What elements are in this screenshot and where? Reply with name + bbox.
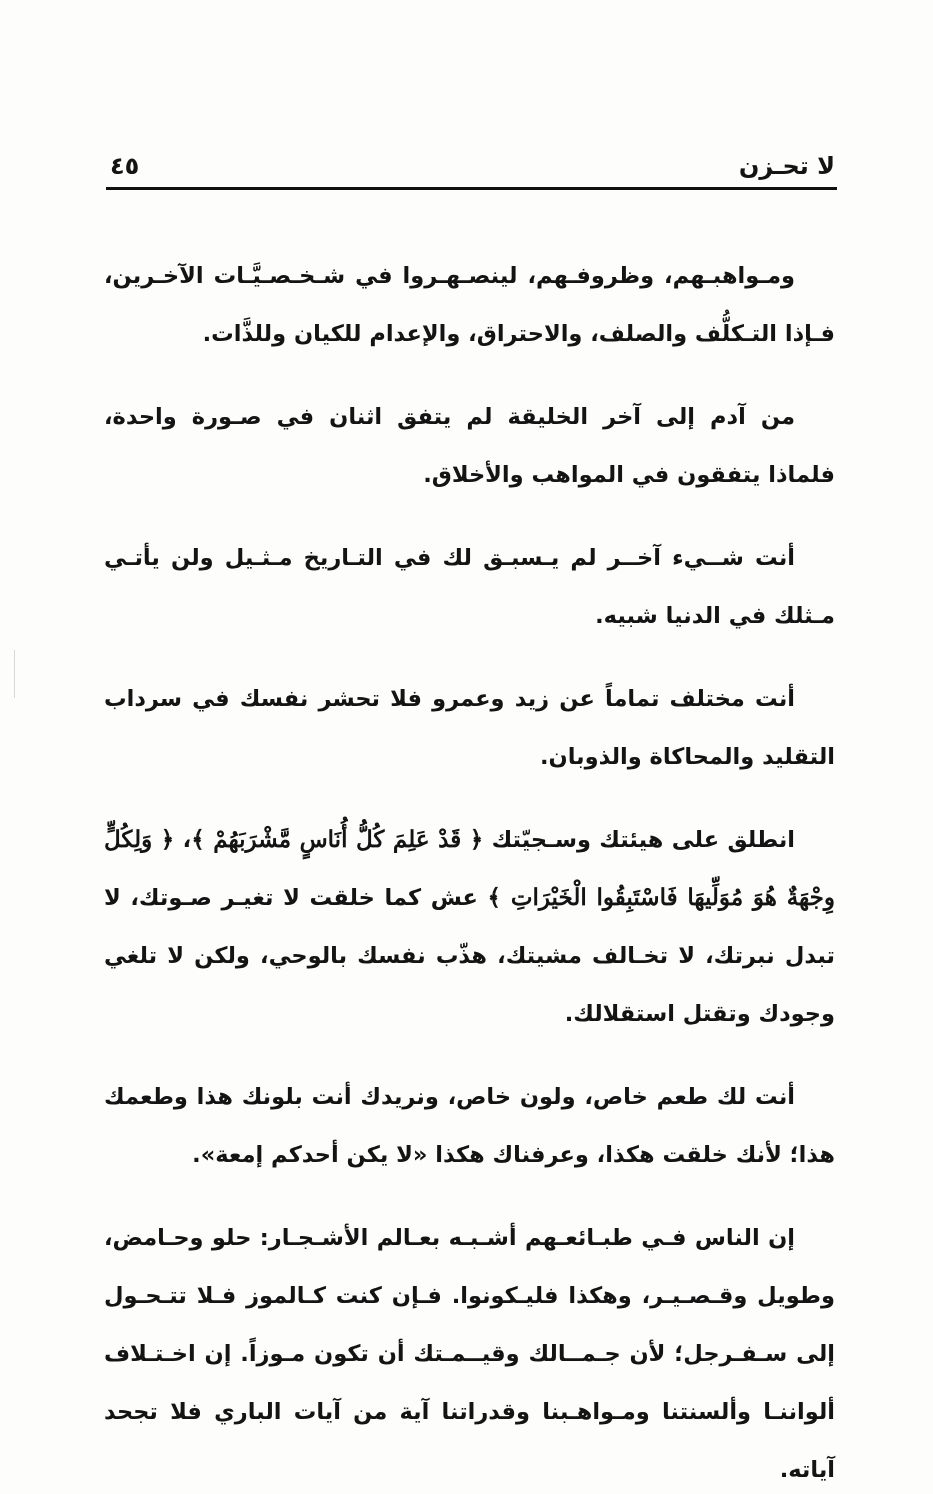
- paragraph: [104, 811, 835, 1043]
- paragraph: أنت شــيء آخــر لم يـسبـق لك في التـاريخ مـثـيل ولن يأتـي مـثلك في الدنيا شبيه.: [104, 545, 835, 629]
- quran-verse: ﴿ وَلِكُلٍّ وِجْهَةٌ هُوَ مُوَلِّيهَا فَاسْتَبِقُوا الْخَيْرَاتِ ﴾: [104, 826, 835, 911]
- paragraph-text: انطلق على هيئتك وسـجيّتك: [483, 827, 796, 853]
- quran-verse: ﴿ قَدْ عَلِمَ كُلُّ أُنَاسٍ مَّشْرَبَهُمْ ﴾: [191, 826, 484, 853]
- paragraph-text: عش كما خلقت لا تغيـر صـوتك، لا تبدل نبرتك، لا تخـالف مشيتك، هذّب نفسك بالوحي، ولكن لا تلغي وجودك وتقتل استقلالك.: [104, 885, 835, 1027]
- page-header: [108, 150, 835, 184]
- paragraph-text: أنت لك طعم خاص، ولون خاص، ونريدك أنت بلونك هذا وطعمك هذا؛ لأنك خلقت هكذا، وعرفناك هكذا: [104, 1084, 835, 1168]
- paragraph: إن الناس فـي طبـائعـهم أشـبـه بعـالم الأشـجـار: حلو وحـامض، وطويل وقـصـيـر، وهكذا فليـكونوا. فـإن كنت كـالموز فـلا تتـحـول إلى سـفـرجل؛ لأن جـمــالك وقيــمـتك أن تكون مـوزاً. إن اخـتـلاف ألواننـا وألسنتنا ومـواهـبنا وقدراتنا آية من آيات الباري فلا تجحد آياته.: [104, 1225, 835, 1483]
- paragraph: من آدم إلى آخر الخليقة لم يتفق اثنان في صـورة واحدة، فلماذا يتفقون في المواهب والأخلاق.: [104, 404, 835, 488]
- page-body: [104, 247, 835, 1494]
- paragraph-text: ،: [174, 827, 192, 853]
- page-number: ٤٥: [110, 152, 140, 180]
- header-divider: [106, 187, 837, 190]
- scan-edge-mark: [14, 650, 15, 698]
- paragraph-text: .: [192, 1142, 201, 1168]
- paragraph: أنت مختلف تماماً عن زيد وعمرو فلا تحشر نفسك في سرداب التقليد والمحاكاة والذوبان.: [104, 686, 835, 770]
- hadith-quote: «لا يكن أحدكم إمعة»: [200, 1142, 428, 1168]
- book-title: لا تحـزن: [738, 152, 835, 180]
- paragraph: [104, 1068, 835, 1184]
- paragraph: ومـواهبـهم، وظروفـهم، لينصـهـروا في شـخـصـيَّـات الآخـرين، فـإذا التـكلُّف والصلف، والاحتراق، والإعدام للكيان وللذَّات.: [104, 263, 835, 347]
